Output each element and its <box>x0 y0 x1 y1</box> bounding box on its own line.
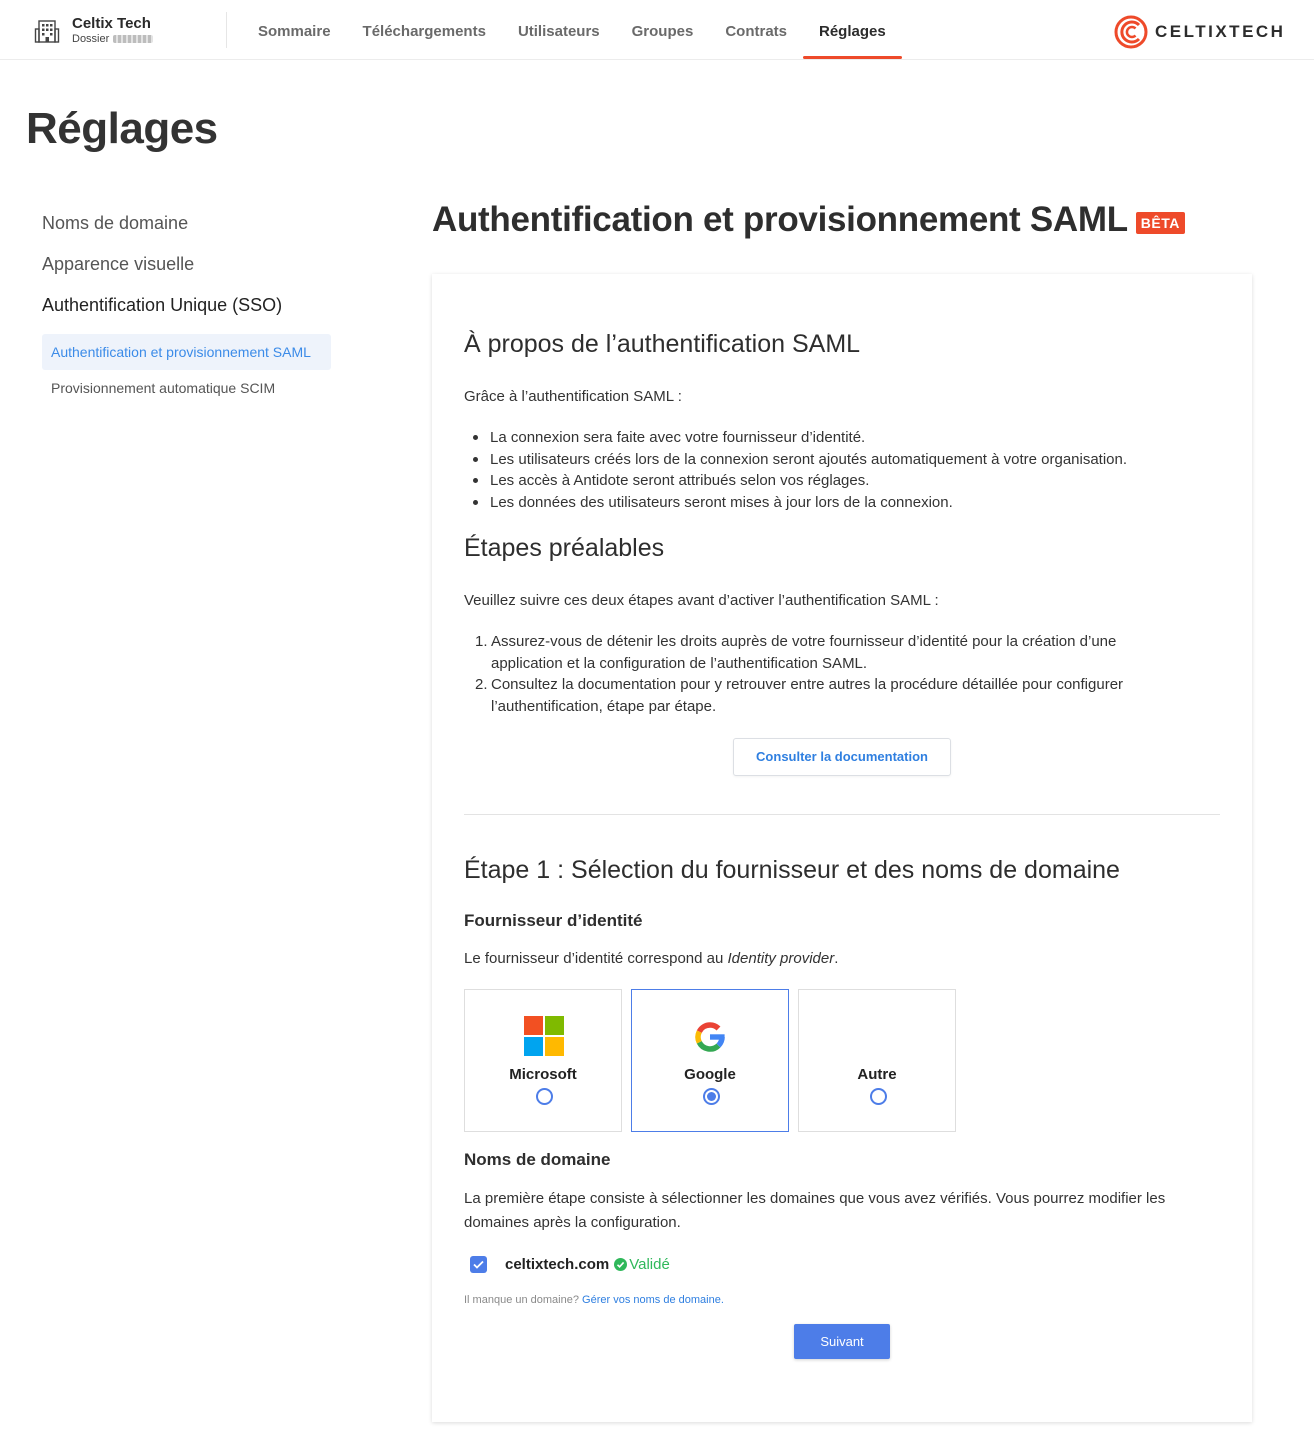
saml-card <box>432 274 1252 1422</box>
step-line: l’authentification, étape par étape. <box>491 698 717 716</box>
provider-radio[interactable] <box>870 1088 887 1105</box>
domains-description-line: La première étape consiste à sélectionner les domaines que vous avez vérifiés. Vous pourrez modifier les <box>464 1190 1166 1207</box>
provider-name: Autre <box>857 1066 897 1083</box>
sidebar-item-sso[interactable]: Authentification Unique (SSO) <box>42 295 283 315</box>
step1-heading: Étape 1 : Sélection du fournisseur et des noms de domaine <box>464 856 1120 884</box>
documentation-button[interactable]: Consulter la documentation <box>733 738 951 776</box>
org-name: Celtix Tech <box>72 15 151 32</box>
sidebar-item-appearance[interactable]: Apparence visuelle <box>42 254 195 274</box>
microsoft-logo-icon <box>524 1016 564 1056</box>
brand-name: CELTIXTECH <box>1155 22 1286 41</box>
domains-description <box>464 1187 1234 1235</box>
folder-label: Dossier <box>72 33 110 45</box>
manage-domains-link[interactable]: Gérer vos noms de domaine. <box>582 1294 724 1306</box>
about-intro: Grâce à l’authentification SAML : <box>464 388 682 405</box>
step-line: Assurez-vous de détenir les droits auprès de votre fournisseur d’identité pour la création d’une <box>491 633 1117 650</box>
nav-sommaire[interactable]: Sommaire <box>258 23 331 40</box>
nav-telechargements[interactable]: Téléchargements <box>362 23 486 40</box>
domains-description-line: domaines après la configuration. <box>464 1214 681 1231</box>
checkmark-icon <box>473 1260 484 1269</box>
prereq-intro: Veuillez suivre ces deux étapes avant d’activer l’authentification SAML : <box>464 592 939 609</box>
celtixtech-logo-icon <box>1113 14 1149 50</box>
idp-description <box>464 950 838 967</box>
provider-radio[interactable] <box>536 1088 553 1105</box>
prereq-heading: Étapes préalables <box>464 534 665 562</box>
step-number: 1. <box>475 633 488 650</box>
redacted-folder-id <box>113 35 153 43</box>
next-button[interactable]: Suivant <box>794 1324 890 1359</box>
section-divider <box>464 814 1220 815</box>
step-line: Consultez la documentation pour y retrouver entre autres la procédure détaillée pour configurer <box>491 676 1124 694</box>
domain-checkbox[interactable] <box>470 1256 487 1273</box>
org-folder <box>72 32 153 46</box>
nav-contrats[interactable]: Contrats <box>725 23 787 40</box>
list-item <box>464 631 1234 674</box>
missing-domain-note <box>464 1294 724 1306</box>
content-title <box>432 200 1185 240</box>
idp-description-text: Le fournisseur d’identité correspond au <box>464 950 728 967</box>
building-icon <box>34 18 60 44</box>
list-item: Les données des utilisateurs seront mises à jour lors de la connexion. <box>464 492 1224 514</box>
main-nav <box>242 0 902 60</box>
step-line: application et la configuration de l’authentification SAML. <box>491 654 868 672</box>
domain-name: celtixtech.com <box>505 1256 610 1273</box>
provider-microsoft[interactable] <box>464 989 622 1132</box>
idp-description-term: Identity provider <box>727 950 835 967</box>
provider-name: Google <box>684 1066 736 1083</box>
sidebar-subitem-scim[interactable]: Provisionnement automatique SCIM <box>51 380 276 396</box>
sidebar-subitem-saml[interactable]: Authentification et provisionnement SAML <box>42 334 331 370</box>
domains-heading: Noms de domaine <box>464 1150 611 1169</box>
missing-domain-text: Il manque un domaine? <box>464 1294 579 1306</box>
domain-status <box>614 1256 670 1273</box>
content-title-text: Authentification et provisionnement SAML <box>432 200 1128 239</box>
domain-status-text: Validé <box>629 1256 670 1273</box>
provider-name: Microsoft <box>509 1066 577 1083</box>
list-item <box>464 674 1234 717</box>
beta-badge: BÊTA <box>1136 212 1185 234</box>
google-logo-icon <box>690 1017 730 1057</box>
provider-google[interactable] <box>631 989 789 1132</box>
nav-groupes[interactable]: Groupes <box>631 23 694 40</box>
nav-utilisateurs[interactable]: Utilisateurs <box>517 23 600 40</box>
list-item: La connexion sera faite avec votre fournisseur d’identité. <box>464 427 1224 449</box>
provider-radio[interactable] <box>703 1088 720 1105</box>
step-number: 2. <box>475 676 488 694</box>
check-circle-icon <box>614 1258 627 1271</box>
settings-sidebar <box>42 210 342 396</box>
domain-row <box>470 1256 670 1273</box>
page-title: Réglages <box>26 104 218 153</box>
top-bar <box>0 0 1314 60</box>
list-item: Les utilisateurs créés lors de la connexion seront ajoutés automatiquement à votre organisation. <box>464 449 1224 471</box>
idp-description-end: . <box>834 950 839 967</box>
brand-logo[interactable] <box>1113 14 1285 50</box>
prereq-steps <box>464 631 1234 718</box>
header-divider <box>226 12 227 48</box>
about-heading: À propos de l’authentification SAML <box>464 330 861 358</box>
idp-heading: Fournisseur d’identité <box>464 911 643 930</box>
provider-other[interactable] <box>798 989 956 1132</box>
about-bullets <box>464 427 1224 514</box>
list-item: Les accès à Antidote seront attribués selon vos réglages. <box>464 470 1224 492</box>
nav-reglages[interactable]: Réglages <box>803 0 902 60</box>
org-switcher[interactable] <box>34 15 153 46</box>
sidebar-item-domains[interactable]: Noms de domaine <box>42 213 189 233</box>
